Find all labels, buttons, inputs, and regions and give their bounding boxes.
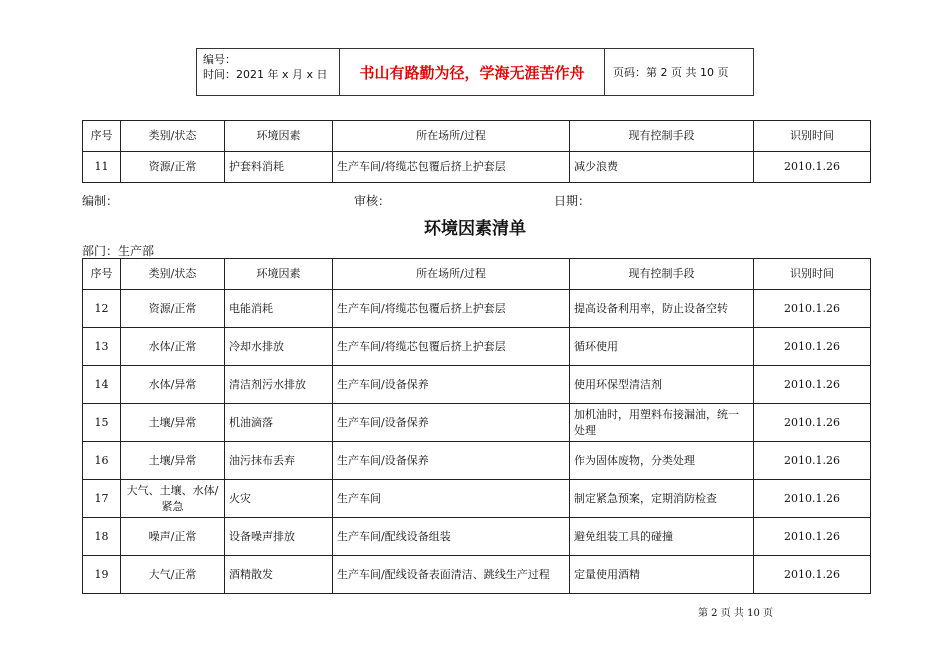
cell-place: 生产车间/配线设备组装 bbox=[333, 518, 570, 556]
cell-category: 土壤/异常 bbox=[121, 404, 225, 442]
cell-place: 生产车间 bbox=[333, 480, 570, 518]
cell-date: 2010.1.26 bbox=[754, 518, 871, 556]
cell-control: 定量使用酒精 bbox=[570, 556, 754, 594]
table-row bbox=[83, 556, 871, 594]
cell-date: 2010.1.26 bbox=[754, 152, 871, 183]
cell-no: 18 bbox=[83, 518, 121, 556]
col-header-date: 识别时间 bbox=[754, 259, 871, 290]
department-label: 部门：生产部 bbox=[82, 244, 155, 258]
cell-place: 生产车间/设备保养 bbox=[333, 366, 570, 404]
cell-date: 2010.1.26 bbox=[754, 290, 871, 328]
cell-factor: 机油滴落 bbox=[225, 404, 333, 442]
cell-place: 生产车间/将缆芯包覆后挤上护套层 bbox=[333, 328, 570, 366]
cell-factor: 冷却水排放 bbox=[225, 328, 333, 366]
cell-control: 提高设备利用率，防止设备空转 bbox=[570, 290, 754, 328]
cell-date: 2010.1.26 bbox=[754, 556, 871, 594]
cell-date: 2010.1.26 bbox=[754, 442, 871, 480]
editor-label: 编制： bbox=[82, 194, 119, 208]
col-header-control: 现有控制手段 bbox=[570, 259, 754, 290]
cell-date: 2010.1.26 bbox=[754, 404, 871, 442]
cell-factor: 清洁剂污水排放 bbox=[225, 366, 333, 404]
header-meta bbox=[197, 49, 340, 95]
factor-table-main bbox=[82, 258, 871, 594]
col-header-category: 类别/状态 bbox=[121, 259, 225, 290]
table-row bbox=[83, 480, 871, 518]
col-header-factor: 环境因素 bbox=[225, 121, 333, 152]
table-header-row bbox=[83, 121, 871, 152]
date-label: 日期： bbox=[554, 194, 591, 208]
cell-no: 11 bbox=[83, 152, 121, 183]
document-header bbox=[196, 48, 754, 96]
cell-no: 15 bbox=[83, 404, 121, 442]
time-label: 时间：2021 年 x 月 x 日 bbox=[203, 68, 328, 81]
cell-control: 减少浪费 bbox=[570, 152, 754, 183]
col-header-category: 类别/状态 bbox=[121, 121, 225, 152]
cell-control: 循环使用 bbox=[570, 328, 754, 366]
cell-no: 12 bbox=[83, 290, 121, 328]
page-footer: 第 2 页 共 10 页 bbox=[698, 608, 773, 619]
cell-no: 13 bbox=[83, 328, 121, 366]
col-header-no: 序号 bbox=[83, 121, 121, 152]
motto: 书山有路勤为径，学海无涯苦作舟 bbox=[340, 49, 605, 95]
table-row bbox=[83, 518, 871, 556]
col-header-date: 识别时间 bbox=[754, 121, 871, 152]
cell-category: 土壤/异常 bbox=[121, 442, 225, 480]
reviewer-label: 审核： bbox=[354, 194, 391, 208]
factor-table-top bbox=[82, 120, 871, 183]
col-header-no: 序号 bbox=[83, 259, 121, 290]
table-row bbox=[83, 152, 871, 183]
cell-place: 生产车间/配线设备表面清洁、跳线生产过程 bbox=[333, 556, 570, 594]
cell-factor: 设备噪声排放 bbox=[225, 518, 333, 556]
cell-date: 2010.1.26 bbox=[754, 480, 871, 518]
cell-control: 作为固体废物，分类处理 bbox=[570, 442, 754, 480]
cell-control: 使用环保型清洁剂 bbox=[570, 366, 754, 404]
cell-place: 生产车间/将缆芯包覆后挤上护套层 bbox=[333, 152, 570, 183]
cell-category: 资源/正常 bbox=[121, 290, 225, 328]
signoff-line bbox=[82, 192, 870, 208]
cell-place: 生产车间/将缆芯包覆后挤上护套层 bbox=[333, 290, 570, 328]
table-row bbox=[83, 404, 871, 442]
cell-no: 14 bbox=[83, 366, 121, 404]
table-row bbox=[83, 328, 871, 366]
page-label: 页码：第 2 页 共 10 页 bbox=[613, 66, 729, 79]
cell-control: 制定紧急预案，定期消防检查 bbox=[570, 480, 754, 518]
table-row bbox=[83, 442, 871, 480]
col-header-factor: 环境因素 bbox=[225, 259, 333, 290]
number-label: 编号： bbox=[203, 53, 236, 66]
table-header-row bbox=[83, 259, 871, 290]
cell-control: 加机油时，用塑料布接漏油，统一处理 bbox=[570, 404, 754, 442]
cell-factor: 酒精散发 bbox=[225, 556, 333, 594]
cell-place: 生产车间/设备保养 bbox=[333, 442, 570, 480]
cell-factor: 护套料消耗 bbox=[225, 152, 333, 183]
cell-control: 避免组装工具的碰撞 bbox=[570, 518, 754, 556]
cell-no: 19 bbox=[83, 556, 121, 594]
cell-category: 噪声/正常 bbox=[121, 518, 225, 556]
cell-no: 16 bbox=[83, 442, 121, 480]
cell-date: 2010.1.26 bbox=[754, 328, 871, 366]
cell-category: 水体/异常 bbox=[121, 366, 225, 404]
cell-no: 17 bbox=[83, 480, 121, 518]
cell-category: 水体/正常 bbox=[121, 328, 225, 366]
table-row bbox=[83, 366, 871, 404]
page-title: 环境因素清单 bbox=[424, 219, 526, 239]
cell-date: 2010.1.26 bbox=[754, 366, 871, 404]
table-row bbox=[83, 290, 871, 328]
col-header-place: 所在场所/过程 bbox=[333, 259, 570, 290]
cell-category: 大气、土壤、水体/紧急 bbox=[121, 480, 225, 518]
col-header-control: 现有控制手段 bbox=[570, 121, 754, 152]
cell-factor: 火灾 bbox=[225, 480, 333, 518]
cell-category: 大气/正常 bbox=[121, 556, 225, 594]
cell-factor: 油污抹布丢弃 bbox=[225, 442, 333, 480]
cell-category: 资源/正常 bbox=[121, 152, 225, 183]
cell-place: 生产车间/设备保养 bbox=[333, 404, 570, 442]
cell-factor: 电能消耗 bbox=[225, 290, 333, 328]
col-header-place: 所在场所/过程 bbox=[333, 121, 570, 152]
